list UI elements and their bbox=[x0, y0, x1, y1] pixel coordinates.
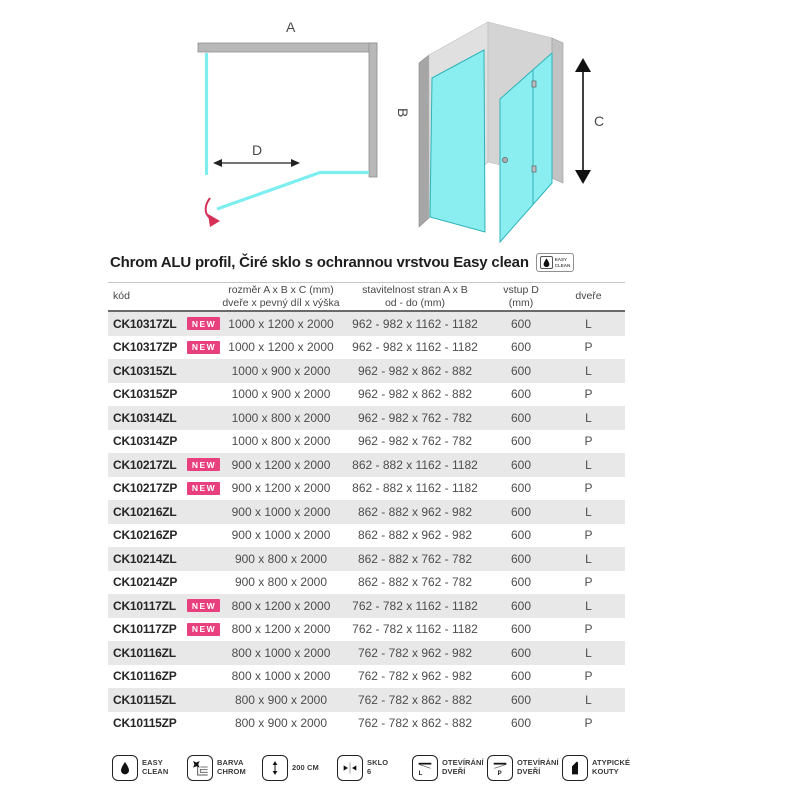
page-title: Chrom ALU profil, Čiré sklo s ochrannou vrstvou Easy clean bbox=[110, 254, 529, 271]
door-side-value: L bbox=[585, 598, 592, 613]
entry-width-value: 600 bbox=[510, 598, 532, 613]
product-code: CK10117ZL bbox=[113, 598, 176, 613]
new-badge: NEW bbox=[187, 482, 220, 495]
product-code: CK10117ZP bbox=[113, 622, 177, 637]
product-code: CK10317ZL bbox=[113, 316, 177, 331]
door-side-value: P bbox=[584, 622, 593, 637]
dim-arrowhead-left bbox=[213, 159, 222, 167]
adjustability-value: 962 - 982 x 862 - 882 bbox=[357, 387, 473, 402]
door-side-value: P bbox=[584, 575, 593, 590]
dim-label-a: A bbox=[286, 19, 296, 35]
dimensions-value: 900 x 1000 x 2000 bbox=[231, 504, 331, 519]
legend-easy-clean-label: EASY CLEAN bbox=[142, 758, 169, 776]
glass-side-panel bbox=[430, 50, 485, 232]
entry-width-value: 600 bbox=[510, 481, 532, 496]
legend-door-left bbox=[412, 755, 482, 781]
legend-atypical bbox=[562, 755, 632, 781]
entry-width-value: 600 bbox=[510, 410, 532, 425]
door-opening-left-icon bbox=[412, 755, 438, 781]
title-row bbox=[110, 253, 574, 272]
entry-width-value: 600 bbox=[510, 316, 532, 331]
dimensions-value: 800 x 900 x 2000 bbox=[234, 716, 328, 731]
door-side-value: P bbox=[584, 716, 593, 731]
adjustability-value: 862 - 882 x 762 - 782 bbox=[357, 551, 473, 566]
entry-width-value: 600 bbox=[510, 387, 532, 402]
dim-arrowhead-down bbox=[575, 170, 591, 184]
entry-width-value: 600 bbox=[510, 575, 532, 590]
product-code: CK10214ZL bbox=[113, 551, 177, 566]
adjustability-value: 962 - 982 x 862 - 882 bbox=[357, 363, 473, 378]
dimensions-value: 1000 x 900 x 2000 bbox=[231, 387, 331, 402]
legend-door-right bbox=[487, 755, 557, 781]
product-code: CK10217ZP bbox=[113, 481, 178, 496]
table-row bbox=[108, 594, 625, 618]
door-side-value: L bbox=[585, 457, 592, 472]
header-dimensions bbox=[222, 284, 340, 309]
entry-width-value: 600 bbox=[510, 669, 532, 684]
door-side-value: P bbox=[584, 387, 593, 402]
droplet-icon bbox=[540, 256, 553, 269]
table-header bbox=[108, 282, 625, 312]
legend-glass-label: SKLO 6 bbox=[367, 758, 389, 776]
dimensions-value: 900 x 800 x 2000 bbox=[234, 551, 328, 566]
product-code: CK10115ZP bbox=[113, 716, 177, 731]
legend-atypical-label: ATYPICKÉ KOUTY bbox=[592, 758, 631, 776]
adjustability-value: 762 - 782 x 1162 - 1182 bbox=[352, 598, 478, 613]
entry-width-value: 600 bbox=[510, 551, 532, 566]
adjustability-value: 862 - 882 x 962 - 982 bbox=[357, 504, 473, 519]
door-handle bbox=[502, 157, 507, 162]
door-side-value: L bbox=[585, 645, 592, 660]
adjustability-value: 962 - 982 x 1162 - 1182 bbox=[352, 340, 478, 355]
dimensions-value: 1000 x 900 x 2000 bbox=[231, 363, 331, 378]
entry-width-value: 600 bbox=[510, 622, 532, 637]
product-code: CK10315ZP bbox=[113, 387, 178, 402]
header-dim-line1: rozměr A x B x C (mm) bbox=[228, 284, 334, 297]
legend-barva-chrom bbox=[187, 755, 257, 781]
svg-text:P: P bbox=[497, 771, 502, 777]
height-200cm-icon bbox=[262, 755, 288, 781]
new-badge-cell bbox=[185, 341, 222, 354]
entry-width-value: 600 bbox=[510, 340, 532, 355]
dimensions-value: 1000 x 800 x 2000 bbox=[231, 410, 331, 425]
dim-arrowhead-up bbox=[575, 58, 591, 72]
dim-label-c: C bbox=[594, 113, 605, 129]
table-row bbox=[108, 524, 625, 548]
table-row bbox=[108, 359, 625, 383]
top-view-drawing bbox=[170, 8, 410, 246]
hinge-top bbox=[532, 81, 536, 87]
door-side-value: L bbox=[585, 504, 592, 519]
table-row bbox=[108, 571, 625, 595]
adjustability-value: 762 - 782 x 962 - 982 bbox=[357, 645, 473, 660]
entry-width-value: 600 bbox=[510, 434, 532, 449]
table-row bbox=[108, 641, 625, 665]
wall-left-edge bbox=[419, 55, 429, 227]
door-side-value: L bbox=[585, 410, 592, 425]
table-row bbox=[108, 430, 625, 454]
table-row bbox=[108, 477, 625, 501]
new-badge-cell bbox=[185, 458, 222, 471]
product-code: CK10315ZL bbox=[113, 363, 177, 378]
new-badge-cell bbox=[185, 623, 222, 636]
dimensions-value: 800 x 1200 x 2000 bbox=[231, 622, 331, 637]
header-entry bbox=[490, 284, 552, 309]
legend-easy-clean bbox=[112, 755, 182, 781]
table-body bbox=[108, 312, 625, 735]
top-view-diagram bbox=[170, 8, 410, 251]
svg-text:L: L bbox=[418, 771, 423, 777]
new-badge: NEW bbox=[187, 341, 220, 354]
header-adj-line1: stavitelnost stran A x B bbox=[362, 284, 468, 297]
entry-width-value: 600 bbox=[510, 504, 532, 519]
adjustability-value: 962 - 982 x 762 - 782 bbox=[357, 434, 473, 449]
adjustability-value: 862 - 882 x 762 - 782 bbox=[357, 575, 473, 590]
wall-top bbox=[198, 43, 377, 52]
dimensions-value: 1000 x 800 x 2000 bbox=[231, 434, 331, 449]
dim-label-d: D bbox=[252, 142, 263, 158]
entry-width-value: 600 bbox=[510, 692, 532, 707]
product-code: CK10217ZL bbox=[113, 457, 177, 472]
door-side-value: L bbox=[585, 551, 592, 566]
hinge-bottom bbox=[532, 166, 536, 172]
adjustability-value: 962 - 982 x 1162 - 1182 bbox=[352, 316, 478, 331]
legend-door-left-label: OTEVÍRÁNÍ DVEŘÍ bbox=[442, 758, 484, 776]
door-swing-arrowhead bbox=[208, 214, 220, 227]
legend-height-label: 200 CM bbox=[292, 762, 319, 772]
door-side-value: P bbox=[584, 434, 593, 449]
product-code: CK10116ZL bbox=[113, 645, 176, 660]
new-badge-cell bbox=[185, 317, 222, 330]
adjustability-value: 862 - 882 x 962 - 982 bbox=[357, 528, 473, 543]
dimensions-value: 800 x 1000 x 2000 bbox=[231, 645, 331, 660]
legend-barva-chrom-label: BARVA CHROM bbox=[217, 758, 246, 776]
header-adjustability bbox=[340, 284, 490, 309]
easy-clean-icon bbox=[112, 755, 138, 781]
new-badge: NEW bbox=[187, 458, 220, 471]
adjustability-value: 762 - 782 x 862 - 882 bbox=[357, 716, 473, 731]
perspective-drawing bbox=[415, 10, 665, 250]
dimensions-value: 800 x 1000 x 2000 bbox=[231, 669, 331, 684]
adjustability-value: 762 - 782 x 862 - 882 bbox=[357, 692, 473, 707]
table-row bbox=[108, 406, 625, 430]
new-badge-cell bbox=[185, 599, 222, 612]
adjustability-value: 962 - 982 x 762 - 782 bbox=[357, 410, 473, 425]
adjustability-value: 862 - 882 x 1162 - 1182 bbox=[352, 481, 478, 496]
new-badge: NEW bbox=[187, 599, 220, 612]
header-entry-line1: vstup D bbox=[503, 284, 539, 297]
adjustability-value: 762 - 782 x 962 - 982 bbox=[357, 669, 473, 684]
legend-glass bbox=[337, 755, 407, 781]
door-side-value: P bbox=[584, 340, 593, 355]
dimensions-value: 800 x 900 x 2000 bbox=[234, 692, 328, 707]
door-opening-right-icon bbox=[487, 755, 513, 781]
easy-clean-badge-text bbox=[555, 257, 571, 267]
spec-table bbox=[108, 282, 625, 735]
dimensions-value: 900 x 1000 x 2000 bbox=[231, 528, 331, 543]
glass-door-open bbox=[217, 173, 369, 210]
entry-width-value: 600 bbox=[510, 363, 532, 378]
dimensions-value: 1000 x 1200 x 2000 bbox=[228, 340, 334, 355]
table-row bbox=[108, 336, 625, 360]
table-row bbox=[108, 312, 625, 336]
dim-arrowhead-right bbox=[291, 159, 300, 167]
entry-width-value: 600 bbox=[510, 645, 532, 660]
header-code: kód bbox=[113, 290, 130, 303]
new-badge: NEW bbox=[187, 317, 220, 330]
badge-line-1: EASY bbox=[554, 257, 568, 263]
table-row bbox=[108, 500, 625, 524]
dimensions-value: 900 x 1200 x 2000 bbox=[231, 481, 331, 496]
table-row bbox=[108, 618, 625, 642]
wall-right bbox=[369, 43, 377, 177]
door-side-value: P bbox=[584, 481, 593, 496]
barva-chrom-icon bbox=[187, 755, 213, 781]
perspective-diagram bbox=[415, 10, 665, 255]
product-code: CK10314ZP bbox=[113, 434, 178, 449]
product-code: CK10216ZP bbox=[113, 528, 178, 543]
product-code: CK10314ZL bbox=[113, 410, 177, 425]
badge-line-2: CLEAN bbox=[554, 262, 571, 268]
new-badge: NEW bbox=[187, 623, 220, 636]
door-side-value: L bbox=[585, 316, 592, 331]
product-code: CK10317ZP bbox=[113, 340, 178, 355]
product-code: CK10115ZL bbox=[113, 692, 176, 707]
door-side-value: P bbox=[584, 528, 593, 543]
entry-width-value: 600 bbox=[510, 457, 532, 472]
table-row bbox=[108, 665, 625, 689]
header-dim-line2: dveře x pevný díl x výška bbox=[222, 296, 340, 309]
table-row bbox=[108, 547, 625, 571]
easy-clean-badge bbox=[536, 253, 575, 272]
door-side-value: L bbox=[585, 692, 592, 707]
adjustability-value: 862 - 882 x 1162 - 1182 bbox=[352, 457, 478, 472]
table-row bbox=[108, 453, 625, 477]
dimensions-value: 900 x 1200 x 2000 bbox=[231, 457, 331, 472]
atypical-corners-icon bbox=[562, 755, 588, 781]
dimensions-value: 1000 x 1200 x 2000 bbox=[228, 316, 334, 331]
legend-door-right-label: OTEVÍRÁNÍ DVEŘÍ bbox=[517, 758, 559, 776]
product-code: CK10214ZP bbox=[113, 575, 178, 590]
entry-width-value: 600 bbox=[510, 528, 532, 543]
table-row bbox=[108, 688, 625, 712]
header-adj-line2: od - do (mm) bbox=[384, 296, 446, 309]
legend-height bbox=[262, 755, 332, 781]
glass-thickness-icon bbox=[337, 755, 363, 781]
table-row bbox=[108, 383, 625, 407]
product-code: CK10216ZL bbox=[113, 504, 177, 519]
door-side-value: P bbox=[584, 669, 593, 684]
dim-label-b: B bbox=[395, 108, 410, 118]
entry-width-value: 600 bbox=[510, 716, 532, 731]
wall-right-edge bbox=[552, 38, 563, 183]
door-side-value: L bbox=[585, 363, 592, 378]
adjustability-value: 762 - 782 x 1162 - 1182 bbox=[352, 622, 478, 637]
dimensions-value: 900 x 800 x 2000 bbox=[234, 575, 328, 590]
header-entry-line2: (mm) bbox=[508, 296, 534, 309]
table-row bbox=[108, 712, 625, 736]
product-code: CK10116ZP bbox=[113, 669, 177, 684]
header-door: dveře bbox=[575, 290, 602, 303]
dimensions-value: 800 x 1200 x 2000 bbox=[231, 598, 331, 613]
footer-legend bbox=[112, 755, 637, 781]
new-badge-cell bbox=[185, 482, 222, 495]
